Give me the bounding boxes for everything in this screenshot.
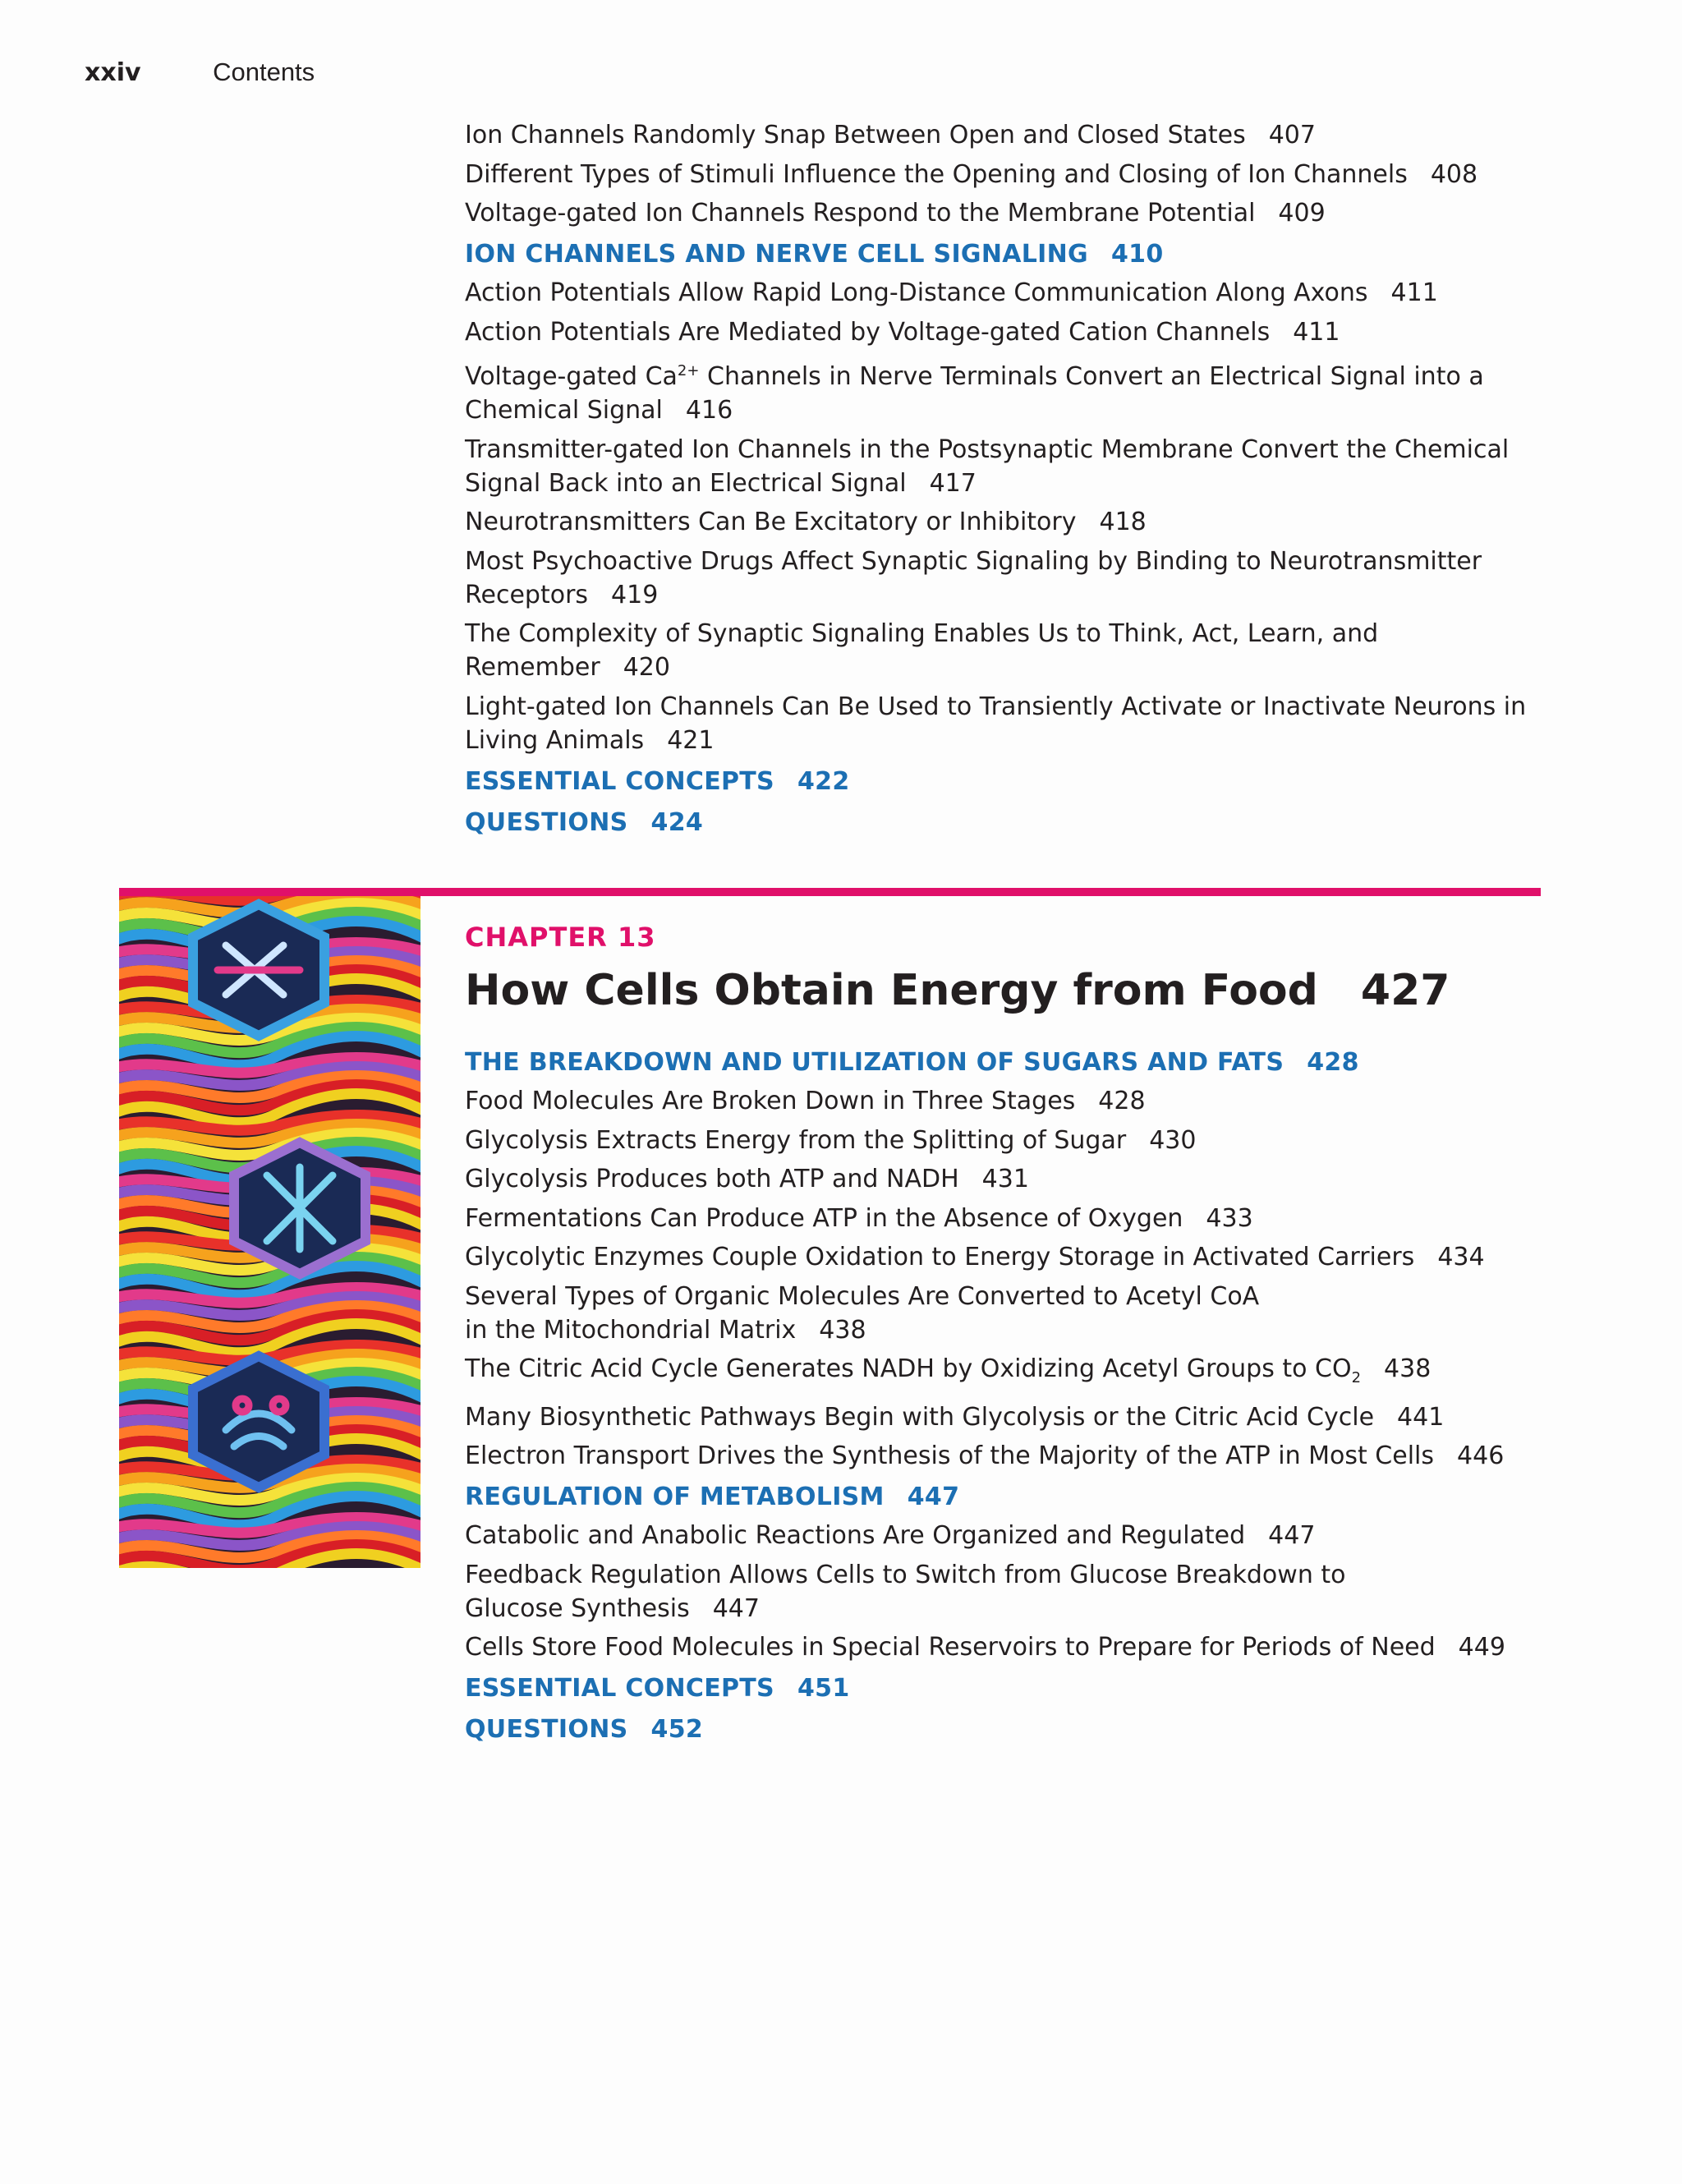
- toc-entry-title: Most Psychoactive Drugs Affect Synaptic Signaling by Binding to Neurotransmitter Receptors: [465, 546, 1482, 609]
- toc-entry-title: ESSENTIAL CONCEPTS: [465, 1674, 774, 1703]
- toc-page-number: 447: [1268, 1521, 1316, 1550]
- toc-entry: [465, 196, 1541, 230]
- toc-entry: [465, 276, 1541, 310]
- toc-entry: [465, 1630, 1541, 1664]
- toc-entry: [465, 1439, 1541, 1473]
- toc-page-number: 433: [1206, 1203, 1253, 1233]
- toc-entry-title: Electron Transport Drives the Synthesis of the Majority of the ATP in Most Cells: [465, 1441, 1435, 1470]
- chapter-opener-artwork: [119, 896, 420, 1568]
- toc-page-number: 438: [1384, 1354, 1432, 1383]
- toc-page-number: 447: [712, 1593, 760, 1623]
- toc-entry-title: Voltage-gated Ion Channels Respond to the Membrane Potential: [465, 199, 1256, 228]
- toc-entry: [465, 1162, 1541, 1196]
- chapter-title-text: How Cells Obtain Energy from Food: [465, 966, 1318, 1015]
- toc-section-heading: [465, 1046, 1541, 1079]
- toc-entry: [465, 354, 1541, 427]
- toc-entry-title: QUESTIONS: [465, 1715, 628, 1744]
- toc-section-heading: [465, 765, 1541, 798]
- toc-entry: [465, 690, 1541, 757]
- toc-page-number: 416: [685, 396, 733, 425]
- toc-top-list: [465, 118, 1541, 844]
- toc-page-number: 408: [1430, 159, 1478, 189]
- toc-entry-title: Glycolytic Enzymes Couple Oxidation to Energy Storage in Activated Carriers: [465, 1243, 1415, 1271]
- toc-page-number: 446: [1457, 1441, 1505, 1470]
- toc-page-number: 441: [1397, 1402, 1445, 1432]
- toc-entry: [465, 545, 1541, 612]
- toc-entry: [465, 1558, 1541, 1625]
- toc-entry-title: Food Molecules Are Broken Down in Three Stages: [465, 1087, 1076, 1115]
- toc-entry: [465, 158, 1541, 191]
- toc-entry: [465, 505, 1541, 539]
- toc-entry-title: Transmitter-gated Ion Channels in the Postsynaptic Membrane Convert the Chemical Signal Back into an Electrical Signal: [465, 435, 1510, 498]
- toc-entry-title: Cells Store Food Molecules in Special Reservoirs to Prepare for Periods of Need: [465, 1633, 1436, 1662]
- toc-entry: [465, 118, 1541, 152]
- toc-entry: [465, 1519, 1541, 1552]
- page-header: [85, 57, 315, 87]
- toc-page-number: 452: [650, 1715, 704, 1744]
- toc-entry-title: Voltage-gated $Ca^{2+}$ Channels in Nerve Terminals Convert an Electrical Signal into a Chemical Signal: [465, 362, 1484, 425]
- toc-section-heading: [465, 1713, 1541, 1746]
- toc-page-number: 431: [981, 1165, 1029, 1193]
- toc-entry-title: THE BREAKDOWN AND UTILIZATION OF SUGARS AND FATS: [465, 1048, 1284, 1077]
- toc-entry: [465, 433, 1541, 500]
- toc-entry: [465, 1124, 1541, 1157]
- toc-page-number: 430: [1149, 1125, 1197, 1155]
- toc-entry-title: Action Potentials Allow Rapid Long-Distance Communication Along Axons: [465, 278, 1368, 307]
- chapter-label: CHAPTER 13: [465, 922, 656, 953]
- toc-entry-title: Action Potentials Are Mediated by Voltage-gated Cation Channels: [465, 317, 1271, 347]
- toc-section-heading: [465, 237, 1541, 271]
- toc-page-number: 422: [797, 766, 850, 796]
- page-number: xxiv: [85, 58, 141, 87]
- toc-section-heading: [465, 806, 1541, 839]
- toc-page-number: 411: [1293, 317, 1340, 347]
- toc-page-number: 411: [1390, 278, 1438, 307]
- toc-entry-title: REGULATION OF METABOLISM: [465, 1483, 885, 1511]
- toc-entry-title: Glycolysis Extracts Energy from the Splitting of Sugar: [465, 1125, 1127, 1155]
- toc-entry-title: Different Types of Stimuli Influence the Opening and Closing of Ion Channels: [465, 159, 1408, 189]
- toc-entry: [465, 1352, 1541, 1395]
- toc-page-number: 447: [907, 1483, 960, 1511]
- toc-entry-title: The Citric Acid Cycle Generates NADH by Oxidizing Acetyl Groups to $CO_2$: [465, 1354, 1362, 1386]
- toc-entry-title: Fermentations Can Produce ATP in the Absence of Oxygen: [465, 1203, 1183, 1233]
- toc-chapter-list: [465, 1038, 1541, 1751]
- toc-entry: [465, 1202, 1541, 1235]
- toc-entry-title: ION CHANNELS AND NERVE CELL SIGNALING: [465, 240, 1088, 269]
- toc-entry-title: Ion Channels Randomly Snap Between Open and Closed States: [465, 121, 1246, 149]
- chapter-divider: [119, 888, 1541, 896]
- toc-entry-title: The Complexity of Synaptic Signaling Enables Us to Think, Act, Learn, and Remember: [465, 619, 1379, 682]
- toc-entry-title: Glycolysis Produces both ATP and NADH: [465, 1165, 959, 1193]
- toc-page-number: 409: [1278, 199, 1326, 228]
- chapter-title: [465, 966, 1450, 1015]
- toc-page-number: 418: [1099, 508, 1147, 536]
- toc-page-number: 421: [667, 725, 715, 755]
- chapter-page: 427: [1360, 966, 1450, 1015]
- toc-section-heading: [465, 1671, 1541, 1705]
- toc-page-number: 449: [1458, 1633, 1505, 1662]
- toc-entry-title: ESSENTIAL CONCEPTS: [465, 766, 774, 796]
- toc-section-heading: [465, 1480, 1541, 1514]
- toc-page-number: 434: [1437, 1243, 1485, 1271]
- toc-entry-title: Light-gated Ion Channels Can Be Used to Transiently Activate or Inactivate Neurons in Living Animals: [465, 692, 1527, 755]
- toc-entry: [465, 617, 1541, 684]
- toc-entry: [465, 1280, 1541, 1347]
- toc-page-number: 407: [1268, 121, 1316, 149]
- toc-page-number: 410: [1110, 240, 1164, 269]
- toc-page-number: 438: [819, 1315, 866, 1345]
- toc-entry: [465, 315, 1541, 349]
- toc-page-number: 420: [623, 653, 670, 682]
- toc-page-number: 417: [929, 468, 977, 498]
- toc-entry-title: Feedback Regulation Allows Cells to Switch from Glucose Breakdown to Glucose Synthesis: [465, 1560, 1346, 1623]
- toc-page-number: 428: [1098, 1087, 1146, 1115]
- running-head: Contents: [213, 57, 315, 86]
- toc-page-number: 424: [650, 807, 704, 837]
- toc-entry: [465, 1084, 1541, 1118]
- toc-entry-title: Catabolic and Anabolic Reactions Are Organized and Regulated: [465, 1521, 1246, 1550]
- toc-entry-title: Many Biosynthetic Pathways Begin with Glycolysis or the Citric Acid Cycle: [465, 1402, 1375, 1432]
- toc-page-number: 428: [1307, 1048, 1359, 1077]
- toc-entry-title: Several Types of Organic Molecules Are Converted to Acetyl CoA in the Mitochondrial Matrix: [465, 1281, 1260, 1345]
- toc-page-number: 451: [797, 1674, 850, 1703]
- toc-entry: [465, 1240, 1541, 1274]
- toc-entry-title: Neurotransmitters Can Be Excitatory or Inhibitory: [465, 508, 1077, 536]
- toc-entry: [465, 1400, 1541, 1434]
- toc-entry-title: QUESTIONS: [465, 807, 628, 837]
- toc-page-number: 419: [611, 580, 659, 609]
